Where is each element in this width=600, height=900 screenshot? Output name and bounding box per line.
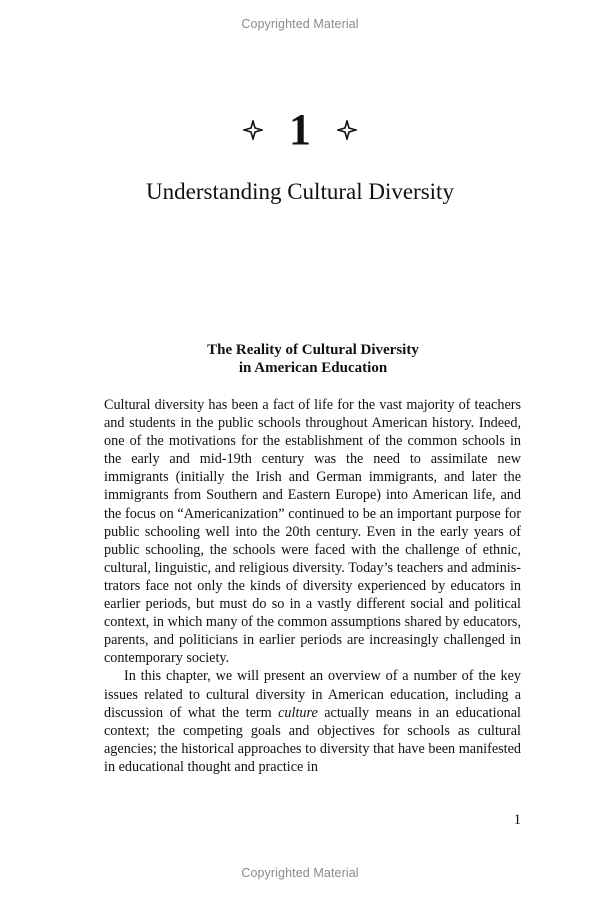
section-heading-line-2: in American Education bbox=[238, 360, 388, 376]
paragraph-2-text-after: actually means in an educational context; the competing goals and objectives for schools as cultural agencies; the historical approaches to diversity that have been manifested in educational thought and practice in bbox=[104, 704, 521, 775]
chapter-title: Understanding Cultural Diversity bbox=[146, 179, 454, 204]
paragraph-1: Cultural diversity has been a fact of life for the vast majority of teachers and students in the public schools throughout American history. Indeed, one of the motivations for the establishment of the common schools in the early and mid-19th century was the need to assimilate new immigrants (initially the Irish and German immigrants, and later the immigrants from Southern and Eastern Europe) into American life, and the focus on “Americanization” continued to be an important purpose for public schooling well into the 20th century. Even in the early years of public schooling, the schools were faced with the challenge of ethnic, cultural, linguistic, and religious diversity. Today’s teachers and administrators face not only the kinds of diversity experienced by educators in earlier periods, but must do so in a vastly different social and political context, in which many of the common assumptions shared by educators, parents, and politicians in earlier periods are increasingly challenged in contemporary society. bbox=[104, 397, 521, 667]
chapter-number: 1 bbox=[289, 105, 311, 154]
paragraph-2-italic-term: culture bbox=[278, 704, 318, 721]
four-point-star-icon bbox=[243, 120, 263, 140]
paragraph-2 bbox=[104, 667, 521, 776]
four-point-star-icon bbox=[337, 120, 357, 140]
paragraph-2-text-before: In this chapter, we will present an overview of a number of the key issues related to cultural diversity in American education, including a discussion of what the term bbox=[104, 668, 521, 721]
section-heading-line-1: The Reality of Cultural Diversity bbox=[207, 342, 419, 358]
copyright-watermark-bottom: Copyrighted Material bbox=[241, 866, 359, 880]
copyright-watermark-top: Copyrighted Material bbox=[241, 17, 359, 31]
chapter-heading bbox=[0, 106, 600, 154]
page-number: 1 bbox=[513, 812, 521, 828]
body-text bbox=[104, 396, 521, 776]
section-heading bbox=[0, 341, 600, 377]
